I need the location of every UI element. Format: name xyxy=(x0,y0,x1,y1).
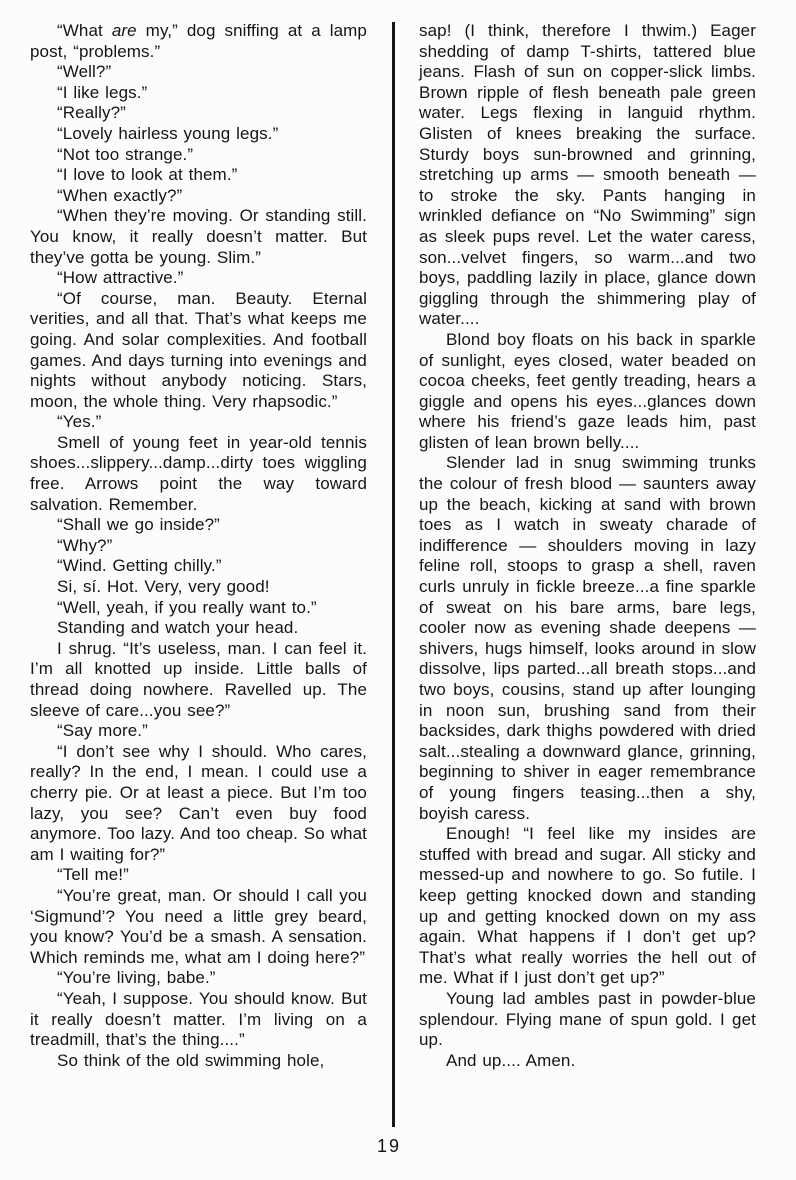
paragraph xyxy=(419,453,756,824)
text-run: “Well, yeah, if you really want to.” xyxy=(57,597,317,617)
text-run: “What xyxy=(57,21,112,40)
text-run: “How attractive.” xyxy=(57,268,184,288)
paragraph xyxy=(30,165,367,186)
text-run: “I don’t see why I should. Who cares, really? In the end, I mean. I could use a cherry pie. Or at least a piece. But I’m too lazy, you see? Can’t even buy food anymore. Too lazy. And too cheap. So what am I waiting for?” xyxy=(30,741,367,864)
text-run: “When they’re moving. Or standing still. You know, it really doesn’t matter. But they’ve gotta be young. Slim.” xyxy=(30,206,367,267)
paragraph xyxy=(30,556,367,577)
text-run: Smell of young feet in year-old tennis shoes...slippery...damp...dirty toes wiggling free. Arrows point the way toward salvation. Remember. xyxy=(30,432,367,514)
text-run: Standing and watch your head. xyxy=(57,618,299,638)
text-run: my,” dog sniffing at a lamp post, “problems.” xyxy=(30,21,367,61)
paragraph xyxy=(30,21,367,62)
text-run: I shrug. “It’s useless, man. I can feel it. I’m all knotted up inside. Little balls of thread doing nowhere. Ravelled up. The sleeve of care...you see?” xyxy=(30,638,367,720)
paragraph xyxy=(419,330,756,454)
text-run: “When exactly?” xyxy=(57,185,183,205)
page-number: 19 xyxy=(376,1136,402,1156)
paragraph xyxy=(30,268,367,289)
text-run: “Yes.” xyxy=(57,412,102,432)
text-run: sap! (I think, therefore I thwim.) Eager shedding of damp T-shirts, tattered blue jeans. Flash of sun on copper-slick limbs. Brown ripple of flesh beneath pale green water. Legs flexing in languid rhythm. Glisten of knees breaking the surface. Sturdy boys sun-browned and grinning, stretching up arms — smooth beneath — to stroke the sky. Pants hanging in wrinkled defiance on “No Swimming” sign as sleek pups revel. Let the water caress, son...velvet fingers, so warm...and two boys, paddling lazily in place, glance down giggling through the shimmering play of water.... xyxy=(419,21,756,329)
paragraph xyxy=(30,83,367,104)
paragraph xyxy=(30,598,367,619)
paragraph xyxy=(30,536,367,557)
text-run: Enough! “I feel like my insides are stuffed with bread and sugar. All sticky and messed-up and nowhere to go. So futile. I keep getting knocked down and standing up and getting knocked down on my ass again. What happens if I don’t get up? That’s what really worries the hell out of me. What if I just don’t get up?” xyxy=(419,824,756,988)
paragraph xyxy=(30,886,367,968)
paragraph xyxy=(30,618,367,639)
text-run: So think of the old swimming hole, xyxy=(57,1050,325,1070)
text-run: “Lovely hairless young legs.” xyxy=(57,123,279,143)
text-run: “I love to look at them.” xyxy=(57,165,238,185)
text-run: And up.... Amen. xyxy=(446,1050,576,1070)
paragraph xyxy=(30,577,367,598)
text-run: “Shall we go inside?” xyxy=(57,515,220,535)
text-run: Blond boy floats on his back in sparkle of sunlight, eyes closed, water beaded on cocoa cheeks, feet gently treading, hears a giggle and opens his eyes...glances down where his friend’s gaze leads him, past glisten of lean brown belly.... xyxy=(419,329,756,452)
text-run: “Say more.” xyxy=(57,721,148,741)
paragraph xyxy=(30,433,367,515)
text-run: Slender lad in snug swimming trunks the colour of fresh blood — saunters away up the beach, kicking at sand with brown toes as I watch in sweaty charade of indifference — shoulders moving in lazy feline roll, stoops to grasp a shell, raven curls unruly in fickle breeze...a fine sparkle of sweat on his bare arms, bare legs, cooler now as evening shade deepens — shivers, hugs himself, looks around in slow dissolve, lips parted...all breath stops...and two boys, cousins, stand up after lounging in noon sun, brushing sand from their backsides, dark thighs powdered with dried salt...stealing a downward glance, grinning, beginning to shiver in eager remembrance of young fingers teasing...then a shy, boyish caress. xyxy=(419,453,756,823)
paragraph xyxy=(419,989,756,1051)
paragraph xyxy=(30,742,367,866)
text-run: “Not too strange.” xyxy=(57,144,194,164)
paragraph xyxy=(30,968,367,989)
paragraph xyxy=(30,989,367,1051)
paragraph xyxy=(30,865,367,886)
text-run: Young lad ambles past in powder-blue splendour. Flying mane of spun gold. I get up. xyxy=(419,988,756,1050)
paragraph xyxy=(30,124,367,145)
italic-text-run: are xyxy=(111,21,137,40)
text-run: “Why?” xyxy=(57,535,113,555)
paragraph xyxy=(30,515,367,536)
text-run: “Of course, man. Beauty. Eternal verities, and all that. That’s what keeps me going. And solar complexities. And football games. And days turning into evenings and nights without anybody noticing. Stars, moon, the whole thing. Very rhapsodic.” xyxy=(30,288,367,411)
text-run: “Tell me!” xyxy=(57,865,129,885)
paragraph xyxy=(30,289,367,413)
left-column xyxy=(30,21,367,1071)
paragraph xyxy=(30,1051,367,1072)
text-run: “Well?” xyxy=(57,62,112,82)
paragraph xyxy=(30,206,367,268)
text-run: “Wind. Getting chilly.” xyxy=(57,556,222,576)
paragraph xyxy=(30,103,367,124)
paragraph xyxy=(419,824,756,989)
paragraph xyxy=(30,62,367,83)
text-run: “Yeah, I suppose. You should know. But it really doesn’t matter. I’m living on a treadmill, that’s the thing....” xyxy=(30,988,367,1050)
paragraph xyxy=(419,1051,756,1072)
two-column-text-block xyxy=(30,21,757,1127)
text-run: “You’re living, babe.” xyxy=(57,968,216,988)
text-run: “You’re great, man. Or should I call you ‘Sigmund’? You need a little grey beard, you know? You’d be a smash. A sensation. Which reminds me, what am I doing here?” xyxy=(30,885,367,967)
paragraph xyxy=(419,21,756,330)
paragraph xyxy=(30,721,367,742)
paragraph xyxy=(30,186,367,207)
column-divider-rule xyxy=(392,22,395,1127)
right-column xyxy=(419,21,756,1071)
text-run: “I like legs.” xyxy=(57,82,148,102)
paragraph xyxy=(30,639,367,721)
text-run: “Really?” xyxy=(57,103,126,123)
text-run: Si, sí. Hot. Very, very good! xyxy=(57,577,270,597)
paragraph xyxy=(30,145,367,166)
paragraph xyxy=(30,412,367,433)
